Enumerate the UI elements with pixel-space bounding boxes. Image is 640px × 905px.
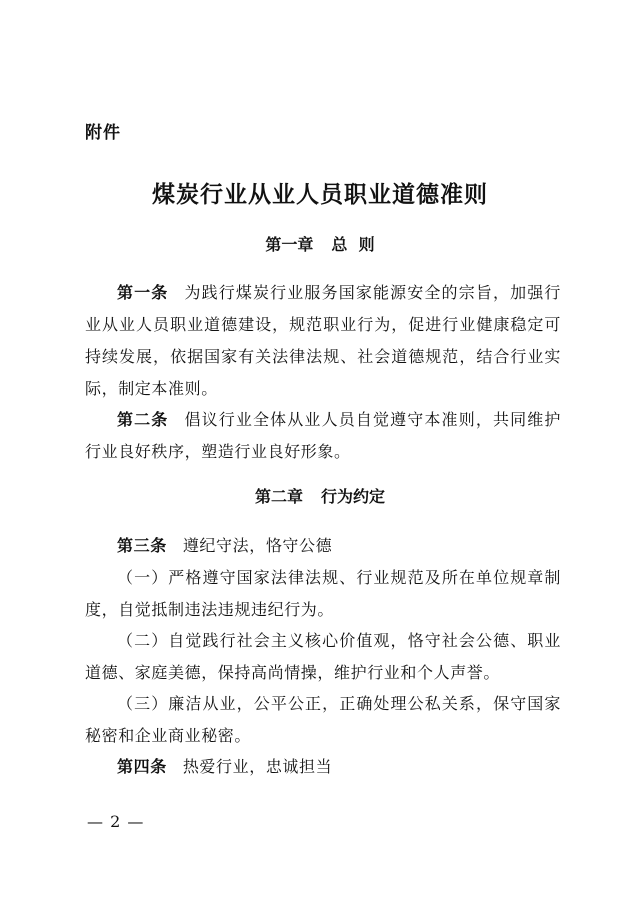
article-4 <box>85 751 561 783</box>
chapter-1-number: 第一章 <box>265 235 314 254</box>
article-3 <box>85 530 561 562</box>
document-title: 煤炭行业从业人员职业道德准则 <box>152 181 488 208</box>
chapter-1-name: 总 则 <box>331 235 375 254</box>
article-1 <box>85 277 561 405</box>
article-1-label: 第一条 <box>117 283 169 302</box>
article-3-text: 遵纪守法，恪守公德 <box>182 536 333 555</box>
article-4-text: 热爱行业，忠诚担当 <box>182 757 333 776</box>
chapter-heading-1 <box>0 232 640 255</box>
page-number: — 2 — <box>87 812 145 831</box>
item-2: （二）自觉践行社会主义核心价值观，恪守社会公德、职业道德、家庭美德，保持高尚情操，维护行业和个人声誉。 <box>85 631 561 682</box>
article-2 <box>85 404 561 468</box>
article-3-label: 第三条 <box>117 536 167 555</box>
chapter-heading-2 <box>0 484 640 507</box>
article-2-text: 倡议行业全体从业人员自觉遵守本准则，共同维护行业良好秩序，塑造行业良好形象。 <box>85 410 561 461</box>
chapter-2-name: 行为约定 <box>321 487 386 506</box>
article-4-label: 第四条 <box>117 757 167 776</box>
chapter-2-number: 第二章 <box>254 487 303 506</box>
article-2-label: 第二条 <box>117 410 169 429</box>
item-1: （一）严格遵守国家法律法规、行业规范及所在单位规章制度，自觉抵制违法违规违纪行为。 <box>85 568 561 619</box>
article-1-text: 为践行煤炭行业服务国家能源安全的宗旨，加强行业从业人员职业道德建设，规范职业行为，促进行业健康稳定可持续发展，依据国家有关法律法规、社会道德规范，结合行业实际，制定本准则。 <box>85 283 561 398</box>
attachment-label: 附件 <box>85 123 121 143</box>
item-3: （三）廉洁从业，公平公正，正确处理公私关系，保守国家秘密和企业商业秘密。 <box>85 694 561 745</box>
